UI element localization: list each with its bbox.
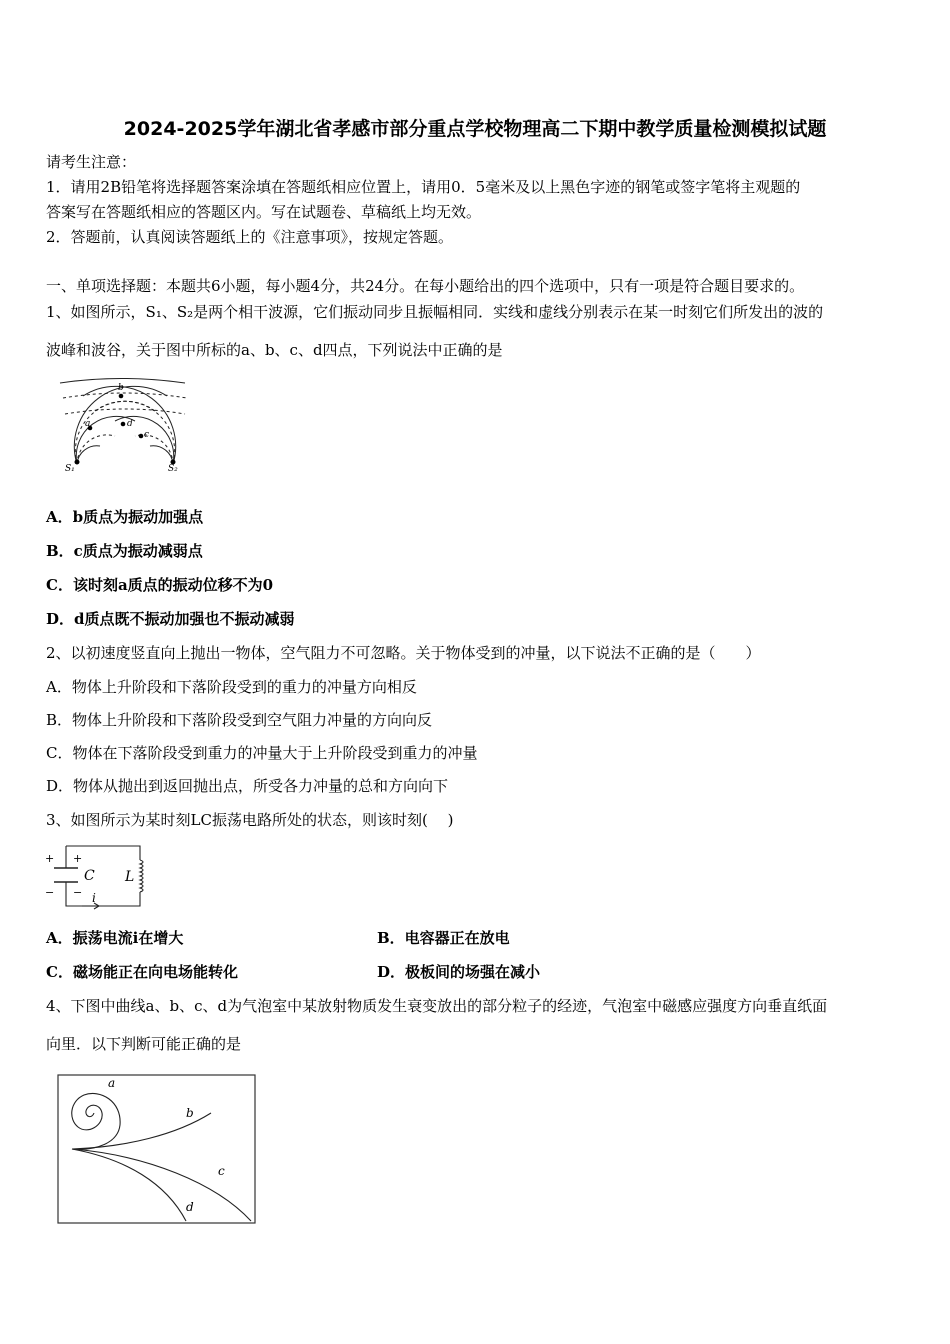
notice-line-2: 2．答题前，认真阅读答题纸上的《注意事项》，按规定答题。	[46, 228, 454, 246]
track-a	[72, 1093, 120, 1149]
inductor-coil	[140, 860, 143, 892]
label-s1: S₁	[65, 464, 75, 474]
notice-line-1a: 1．请用2B铅笔将选择题答案涂填在答题纸相应位置上，请用0．5毫米及以上黑色字迹的钢笔或签字笔将主观题的	[46, 178, 801, 196]
wave-trough-arc	[77, 435, 115, 464]
label-c: c	[144, 430, 150, 440]
q4-stem-a: 4、下图中曲线a、b、c、d为气泡室中某放射物质发生衰变放出的部分粒子的经迹，气泡室中磁感应强度方向垂直纸面	[46, 997, 828, 1015]
q3-option-a: A．振荡电流i在增大	[46, 929, 184, 947]
q1-option-a: A．b质点为振动加强点	[46, 508, 204, 526]
track-c	[72, 1149, 251, 1221]
point-d	[121, 422, 126, 427]
bubble-chamber-figure	[56, 1073, 258, 1227]
notice-line-1b: 答案写在答题纸相应的答题区内。写在试题卷、草稿纸上均无效。	[46, 203, 482, 221]
label-track-b: b	[186, 1106, 194, 1120]
label-minus-left: −	[45, 886, 55, 899]
q2-option-a: A．物体上升阶段和下落阶段受到的重力的冲量方向相反	[46, 678, 417, 696]
label-track-d: d	[186, 1200, 194, 1214]
q3-option-b: B．电容器正在放电	[377, 929, 510, 947]
q3-option-c: C．磁场能正在向电场能转化	[46, 963, 238, 981]
wave-crest-arc	[77, 446, 100, 464]
q1-option-c: C．该时刻a质点的振动位移不为0	[46, 576, 274, 594]
wave-trough-arc	[135, 435, 173, 464]
label-plus-right: +	[73, 852, 83, 865]
label-capacitor: C	[84, 868, 95, 884]
source-s1	[75, 460, 80, 465]
q3-stem: 3、如图所示为某时刻LC振荡电路所处的状态，则该时刻( )	[46, 811, 454, 829]
label-track-c: c	[218, 1164, 225, 1178]
q2-stem: 2、以初速度竖直向上抛出一物体，空气阻力不可忽略。关于物体受到的冲量，以下说法不正确的是（ ）	[46, 644, 761, 662]
label-minus-right: −	[73, 886, 83, 899]
q1-option-d: D．d质点既不振动加强也不振动减弱	[46, 610, 295, 628]
notice-heading: 请考生注意：	[46, 153, 137, 171]
wave-crest-arc	[150, 446, 173, 464]
page-title: 2024-2025学年湖北省孝感市部分重点学校物理高二下期中教学质量检测模拟试题	[123, 118, 827, 140]
q1-option-b: B．c质点为振动减弱点	[46, 542, 203, 560]
q2-option-d: D．物体从抛出到返回抛出点，所受各力冲量的总和方向向下	[46, 777, 449, 795]
section-heading: 一、单项选择题：本题共6小题，每小题4分，共24分。在每小题给出的四个选项中，只有一项是符合题目要求的。	[46, 277, 805, 295]
wave-trough-arc	[65, 409, 185, 414]
q1-stem-b: 波峰和波谷，关于图中所标的a、b、c、d四点，下列说法中正确的是	[46, 341, 503, 359]
wave-trough-arc	[63, 393, 187, 398]
q2-option-b: B．物体上升阶段和下落阶段受到空气阻力冲量的方向向反	[46, 711, 433, 729]
label-b: b	[118, 383, 124, 393]
wave-interference-figure	[55, 376, 195, 476]
q1-stem-a: 1、如图所示，S₁、S₂是两个相干波源，它们振动同步且振幅相同．实线和虚线分别表示在某一时刻它们所发出的波的	[46, 303, 824, 321]
q4-stem-b: 向里．以下判断可能正确的是	[46, 1035, 242, 1053]
label-a: a	[85, 419, 91, 429]
q2-option-c: C．物体在下落阶段受到重力的冲量大于上升阶段受到重力的冲量	[46, 744, 478, 762]
label-s2: S₂	[168, 464, 178, 474]
label-track-a: a	[108, 1076, 116, 1090]
point-c	[139, 434, 144, 439]
track-d	[72, 1149, 186, 1221]
label-plus-left: +	[45, 852, 55, 865]
point-b	[119, 394, 124, 399]
lc-circuit-figure	[42, 840, 157, 912]
q3-option-d: D．极板间的场强在减小	[377, 963, 541, 981]
label-d: d	[127, 419, 133, 429]
label-inductor: L	[125, 869, 135, 885]
label-current: i	[92, 891, 96, 905]
